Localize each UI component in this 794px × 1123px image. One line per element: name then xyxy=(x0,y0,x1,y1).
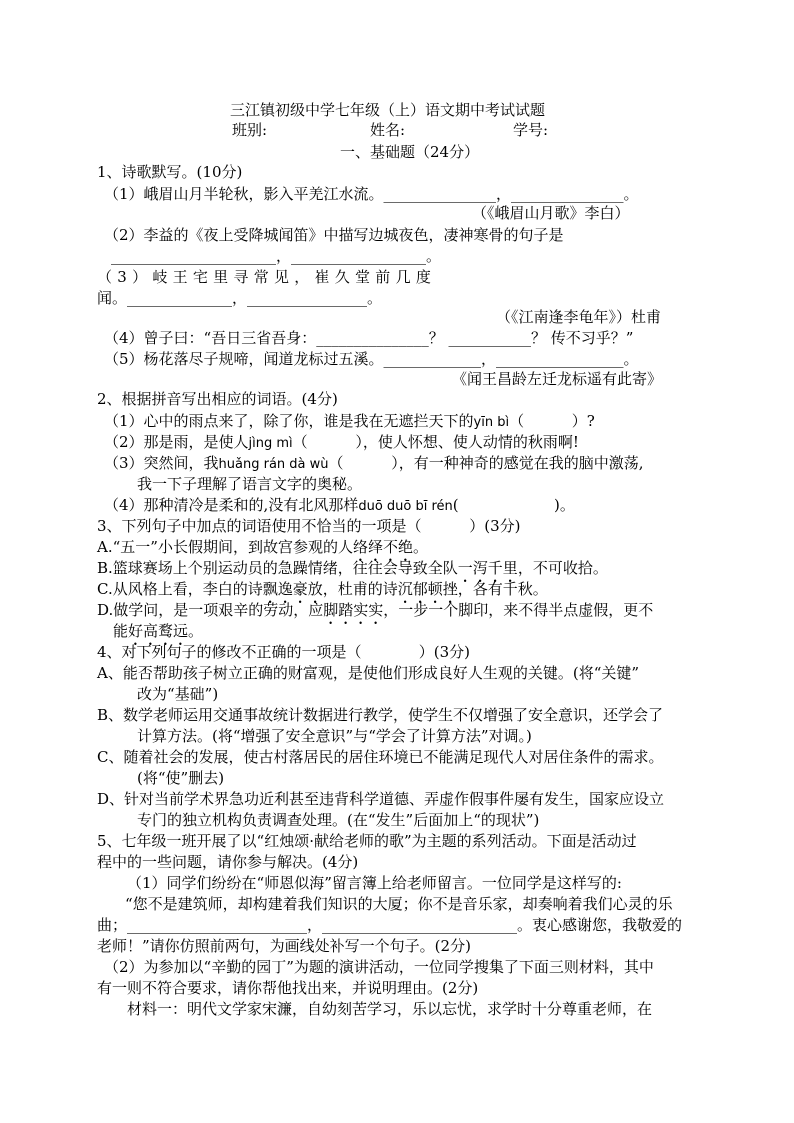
section-heading: 一、基础题（24分） xyxy=(340,143,480,161)
q2-line2-text: （2）那是雨，是使人 xyxy=(104,433,249,451)
q3-c-post: ，各有千秋。 xyxy=(457,580,548,598)
q5-material-1: 材料一：明代文学家宋濂，自幼刻苦学习，乐以忘忧，求学时十分尊重老师，在 xyxy=(127,1000,653,1018)
q3-c-pre: C.从风格上看，李白的诗 xyxy=(97,580,263,598)
q5-stem-cont: 程中的一些问题，请你参与解决。(4分) xyxy=(97,853,359,871)
q3-c-dotted-1: 飘逸豪放 xyxy=(262,580,323,598)
q4-option-d-cont: 专门的独立机构负责调查处理。(在“发生”后面加上“的现状”) xyxy=(137,811,540,829)
q4-option-c: C、随着社会的发展，使古村落居民的居住环境已不能满足现代人对居住条件的需求。 xyxy=(97,748,664,766)
q4-option-b-cont: 计算方法。(将“增强了安全意识”与“学会了计算方法”对调。) xyxy=(137,727,532,745)
q1-line5: （5）杨花落尽子规啼，闻道龙标过五溪。_____________，_________________。 xyxy=(104,350,639,368)
q2-line4-text: （4）那种清冷是柔和的,没有北风那样 xyxy=(104,496,359,514)
q5-part1: （1）同学们纷纷在“师恩似海”留言簿上给老师留言。一位同学是这样写的: xyxy=(127,874,622,892)
q1-line3-blanks: 闻。______________，________________。 xyxy=(97,289,383,307)
q2-line1-blank: （ ）? xyxy=(509,412,595,430)
q2-line1-pinyin: yīn bì xyxy=(473,415,510,430)
q2-line1-text: （1）心中的雨点来了，除了你，谁是我在无遮拦天下的 xyxy=(104,412,474,430)
q2-line4-pinyin: duō duō bī rén xyxy=(358,499,453,514)
q3-a-pre: A.“五一”小长假期间，到故宫参观的人 xyxy=(97,538,353,556)
q1-line2: （2）李益的《夜上受降城闻笛》中描写边城夜色，凄神寒骨的句子是 xyxy=(104,226,564,244)
q5-part1-blanks: 曲；________________________，__________________________。衷心感谢您，我敬爱的 xyxy=(97,916,683,934)
q4-option-a-cont: 改为“基础”) xyxy=(137,685,219,703)
q3-a-post: 。 xyxy=(412,538,428,556)
q3-d-mid: ，一步一个脚印，来不得半点虚假，更不 xyxy=(383,601,654,619)
q3-b-pre: B.篮球赛场上个别运动员的急躁情绪，往往会导致全队 xyxy=(97,559,458,577)
q5-part2: （2）为参加以“辛勤的园丁”为题的演讲活动，一位同学搜集了下面三则材料，其中 xyxy=(104,958,654,976)
q1-line3: （ 3 ） 岐 王 宅 里 寻 常 见 ， 崔 久 堂 前 几 度 xyxy=(97,268,432,286)
q1-line3-source: （《江南逢李龟年》）杜甫 xyxy=(496,308,662,326)
q2-line3-blank: （ ），有一种神奇的感觉在我的脑中激荡, xyxy=(328,454,644,472)
q2-stem: 2、根据拼音写出相应的词语。(4分) xyxy=(97,390,338,408)
q3-d-dotted-1: 脚踏实实 xyxy=(323,601,384,619)
q3-c-mid: ，杜甫的诗 xyxy=(322,580,398,598)
q1-line5-source: 《闻王昌龄左迁龙标遥有此寄》 xyxy=(452,370,663,388)
q2-line4-blank: ( )。 xyxy=(452,496,575,514)
q1-line4: （4）曾子曰：“吾日三省吾身：_______________？ ___________？ 传不习乎？” xyxy=(104,329,634,347)
q2-line3 xyxy=(104,453,643,475)
q3-d-pre: D.做学问，是一项艰辛的劳动，应 xyxy=(97,601,324,619)
q1-line1-source: （《峨眉山月歌》李白） xyxy=(472,204,630,222)
q1-line1: （1）峨眉山月半轮秋，影入平羌江水流。_______________，_______________。 xyxy=(104,185,639,203)
q1-stem: 1、诗歌默写。(10分) xyxy=(97,163,243,181)
q3-b-post: ，不可收拾。 xyxy=(517,559,608,577)
q3-c-dotted-2: 沉郁顿挫 xyxy=(397,580,458,598)
q2-line3-pinyin: huǎng rán dà wù xyxy=(218,457,329,472)
q2-line2 xyxy=(104,432,579,454)
q3-a-dotted: 络绎不绝 xyxy=(352,538,413,556)
exam-title: 三江镇初级中学七年级（上）语文期中考试试题 xyxy=(230,101,546,119)
q4-option-b: B、数学老师运用交通事故统计数据进行教学，使学生不仅增强了安全意识，还学会了 xyxy=(97,706,664,724)
q4-stem: 4、对下列句子的修改不正确的一项是（ ）(3分) xyxy=(97,643,471,661)
q2-line3-text: （3）突然间，我 xyxy=(104,454,219,472)
q4-option-a: A、能否帮助孩子树立正确的财富观，是使他们形成良好人生观的关键。(将“关键” xyxy=(97,664,640,682)
q2-line4 xyxy=(104,495,575,517)
q3-d2-post: 。 xyxy=(188,622,204,640)
q5-part1-instruction: 老师！”请你仿照前两句，为画线处补写一个句子。(2分) xyxy=(97,937,471,955)
q2-line2-blank: （ ），使人怀想、使人动情的秋雨啊! xyxy=(292,433,579,451)
q4-option-c-cont: (将“使”删去) xyxy=(137,769,225,787)
q1-line2-blanks: ______________________，__________________。 xyxy=(111,247,442,265)
q3-stem: 3、下列句子中加点的词语使用不恰当的一项是（ ）(3分) xyxy=(97,517,521,535)
q3-b-dotted: 一泻千里 xyxy=(457,559,518,577)
q3-d2-pre: 能 xyxy=(113,622,129,640)
student-id-label: 学号: xyxy=(513,121,549,139)
q5-part1-quote: “您不是建筑师，却构建着我们知识的大厦；你不是音乐家，却奏响着我们心灵的乐 xyxy=(125,895,673,913)
q5-stem: 5、七年级一班开展了以“红烛颂·献给老师的歌”为主题的系列活动。下面是活动过 xyxy=(97,832,637,850)
q2-line1 xyxy=(104,411,595,433)
q2-line2-pinyin: jìng mì xyxy=(248,436,293,451)
q4-option-d: D、针对当前学术界急功近利甚至违背科学道德、弄虚作假事件屡有发生，国家应设立 xyxy=(97,790,665,808)
q3-d-dotted-2: 好高鹜远 xyxy=(128,622,189,640)
name-label: 姓名: xyxy=(370,121,406,139)
q5-part2-cont: 有一则不符合要求，请你帮他找出来，并说明理由。(2分) xyxy=(97,979,479,997)
class-label: 班别: xyxy=(232,121,268,139)
q2-line3-cont: 我一下子理解了语言文字的奥秘。 xyxy=(137,475,363,493)
